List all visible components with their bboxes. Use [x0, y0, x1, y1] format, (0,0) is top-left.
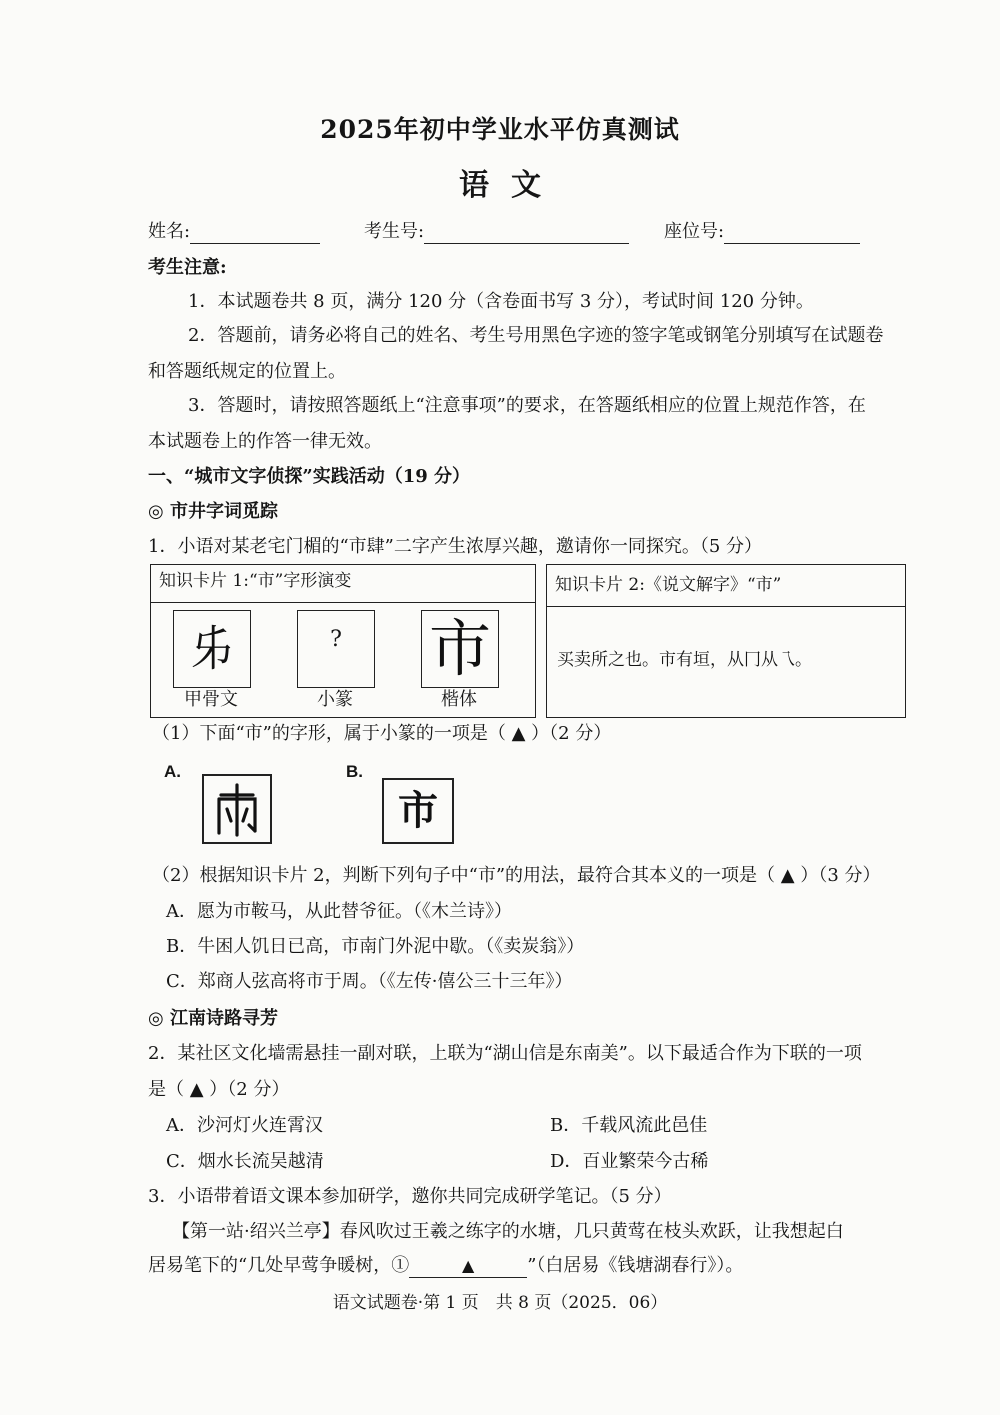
- question-2-option-d: D．百业繁荣今古稀: [550, 1151, 709, 1172]
- notice-heading: 考生注意:: [148, 257, 227, 278]
- question-mark-glyph: ?: [330, 627, 342, 652]
- seal-glyph-box: [297, 610, 375, 688]
- question-2-option-b: B．千载风流此邑佳: [550, 1115, 708, 1136]
- question-2b: 是（ ▲ ）（2 分）: [148, 1079, 290, 1100]
- question-1: 1．小语对某老宅门楣的“市肆”二字产生浓厚兴趣，邀请你一同探究。（5 分）: [148, 536, 763, 557]
- option-b-glyph: 市: [398, 788, 438, 834]
- regular-script-glyph: 市: [428, 612, 491, 685]
- notice-item-3b: 本试题卷上的作答一律无效。: [148, 431, 382, 452]
- question-3-paragraph-1: 【第一站·绍兴兰亭】春风吹过王羲之练字的水塘，几只黄莺在枝头欢跃，让我想起白: [172, 1221, 844, 1242]
- notice-item-3a: 3．答题时，请按照答题纸上“注意事项”的要求，在答题纸相应的位置上规范作答，在: [188, 395, 866, 416]
- oracle-bone-caption: 甲骨文: [184, 689, 238, 710]
- oracle-bone-glyph-box: [173, 610, 251, 688]
- name-blank[interactable]: [190, 225, 320, 244]
- notice-item-2a: 2．答题前，请务必将自己的姓名、考生号用黑色字迹的签字笔或钢笔分别填写在试题卷: [188, 325, 884, 346]
- regular-script-caption: 楷体: [441, 689, 477, 710]
- question-2-option-c: C．烟水长流吴越清: [166, 1151, 324, 1172]
- card-2-body: 买卖所之也。市有垣，从冂从乁。: [557, 650, 812, 670]
- question-1-2: （2）根据知识卡片 2，判断下列句子中“市”的用法，最符合其本义的一项是（ ▲ ）（3 分）: [152, 865, 881, 886]
- exam-title: 2025年初中学业水平仿真测试: [320, 115, 680, 144]
- answer-mark-icon: ▲: [462, 1256, 475, 1275]
- seal-caption: 小篆: [317, 689, 353, 710]
- exam-no-label: 考生号:: [364, 221, 425, 242]
- question-3-p2-suffix: ”（白居易《钱塘湖春行》）。: [527, 1255, 744, 1276]
- subsection-2-heading: ◎ 江南诗路寻芳: [148, 1008, 278, 1029]
- seat-blank[interactable]: [724, 225, 860, 244]
- option-b-glyph-box[interactable]: [382, 778, 454, 844]
- question-3-paragraph-2: [148, 1254, 743, 1278]
- notice-item-1: 1．本试题卷共 8 页，满分 120 分（含卷面书写 3 分），考试时间 120 分钟。: [188, 291, 814, 312]
- seal-script-shi-icon: [211, 781, 263, 837]
- regular-script-glyph-box: [421, 610, 499, 688]
- card-2-title: 知识卡片 2:《说文解字》“市”: [547, 565, 905, 607]
- question-1-2-option-c: C．郑商人弦高将市于周。（《左传·僖公三十三年》）: [166, 971, 573, 992]
- question-3-p2-prefix: 居易笔下的“几处早莺争暖树，①: [148, 1255, 410, 1276]
- question-2-option-a: A．沙河灯火连霄汉: [166, 1115, 323, 1136]
- question-1-2-option-b: B．牛困人饥日已高，市南门外泥中歇。（《卖炭翁》）: [166, 936, 585, 957]
- option-a-glyph-box[interactable]: [202, 774, 272, 844]
- name-field: [148, 220, 320, 244]
- page-footer: 语文试题卷·第 1 页 共 8 页（2025．06）: [332, 1293, 668, 1313]
- section-1-heading: 一、“城市文字侦探”实践活动（19 分）: [148, 466, 471, 487]
- subsection-1-heading: ◎ 市井字词觅踪: [148, 501, 278, 522]
- knowledge-card-2: [546, 564, 906, 718]
- question-1-2-option-a: A．愿为市鞍马，从此替爷征。（《木兰诗》）: [166, 901, 512, 922]
- notice-item-2b: 和答题纸规定的位置上。: [148, 361, 346, 382]
- oracle-bone-glyph: 𠂔: [190, 621, 234, 677]
- option-a-label: A.: [164, 762, 181, 781]
- exam-no-blank[interactable]: [424, 225, 629, 244]
- question-2a: 2．某社区文化墙需悬挂一副对联，上联为“湖山信是东南美”。以下最适合作为下联的一项: [148, 1043, 862, 1064]
- question-1-1: （1）下面“市”的字形，属于小篆的一项是（ ▲ ）（2 分）: [152, 723, 612, 744]
- answer-blank-1[interactable]: [409, 1255, 527, 1278]
- question-3: 3．小语带着语文课本参加研学，邀你共同完成研学笔记。（5 分）: [148, 1186, 672, 1207]
- exam-no-field: [364, 220, 629, 244]
- name-label: 姓名:: [148, 221, 191, 242]
- knowledge-card-1: [150, 564, 536, 718]
- seat-label: 座位号:: [664, 221, 725, 242]
- subject-title: 语文: [459, 168, 563, 203]
- option-b-label: B.: [346, 762, 363, 781]
- card-1-title: 知识卡片 1:“市”字形演变: [151, 565, 535, 603]
- seat-field: [664, 220, 860, 244]
